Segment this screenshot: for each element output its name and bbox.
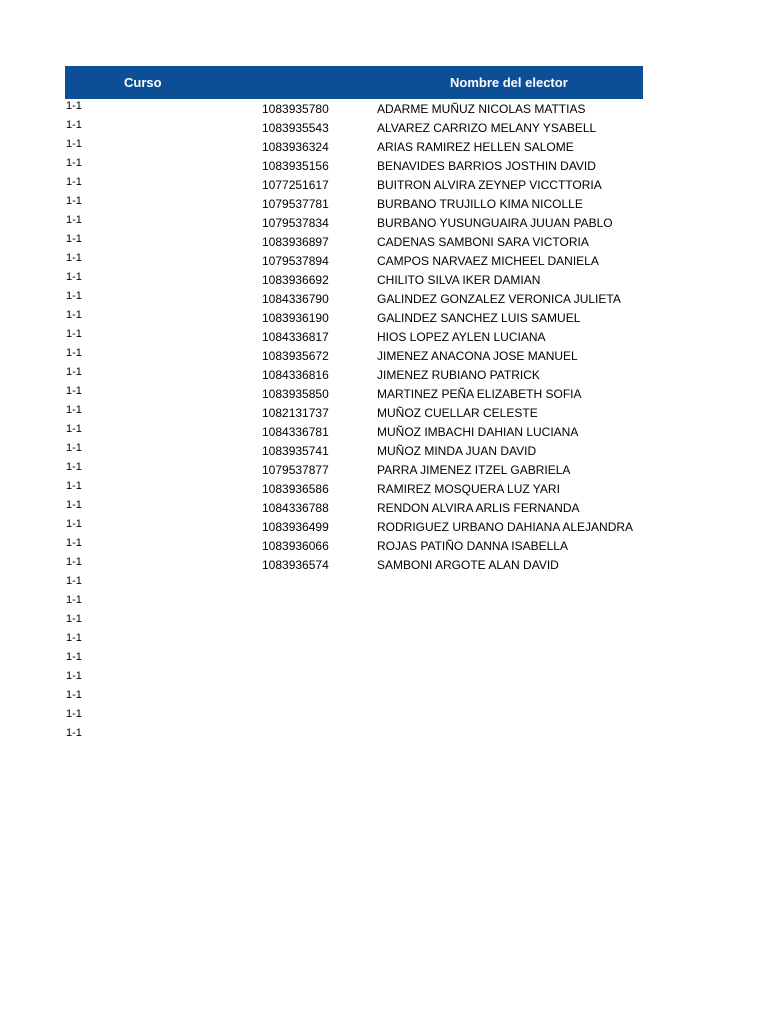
curso-cell: 1-1 [66,404,82,416]
documento-cell: 1082131737 [262,406,329,420]
nombre-cell: RENDON ALVIRA ARLIS FERNANDA [377,501,580,515]
electores-list [0,101,768,576]
table-row [0,538,768,557]
nombre-cell: CHILITO SILVA IKER DAMIAN [377,273,541,287]
documento-cell: 1079537781 [262,197,329,211]
curso-cell: 1-1 [66,727,82,739]
table-row [0,310,768,329]
table-row [0,253,768,272]
curso-cell: 1-1 [66,708,82,720]
curso-cell: 1-1 [66,138,82,150]
table-row [0,101,768,120]
curso-cell: 1-1 [66,632,82,644]
table-header [65,66,643,99]
curso-cell: 1-1 [66,575,82,587]
documento-cell: 1084336816 [262,368,329,382]
documento-cell: 1083935850 [262,387,329,401]
nombre-cell: ROJAS PATIÑO DANNA ISABELLA [377,539,568,553]
table-row [0,234,768,253]
curso-cell: 1-1 [66,328,82,340]
curso-cell: 1-1 [66,347,82,359]
table-row [0,139,768,158]
curso-cell: 1-1 [66,689,82,701]
curso-cell: 1-1 [66,613,82,625]
nombre-cell: MUÑOZ IMBACHI DAHIAN LUCIANA [377,425,579,439]
table-row [0,158,768,177]
curso-cell: 1-1 [66,385,82,397]
nombre-cell: JIMENEZ RUBIANO PATRICK [377,368,540,382]
nombre-cell: BENAVIDES BARRIOS JOSTHIN DAVID [377,159,596,173]
nombre-cell: GALINDEZ GONZALEZ VERONICA JULIETA [377,292,621,306]
documento-cell: 1083936066 [262,539,329,553]
nombre-cell: ARIAS RAMIREZ HELLEN SALOME [377,140,574,154]
nombre-cell: MUÑOZ CUELLAR CELESTE [377,406,538,420]
curso-cell: 1-1 [66,119,82,131]
nombre-cell: PARRA JIMENEZ ITZEL GABRIELA [377,463,571,477]
documento-cell: 1079537894 [262,254,329,268]
documento-cell: 1083935741 [262,444,329,458]
documento-cell: 1079537877 [262,463,329,477]
table-row [0,177,768,196]
table-row [0,215,768,234]
nombre-cell: ADARME MUÑUZ NICOLAS MATTIAS [377,102,586,116]
table-row [0,462,768,481]
nombre-cell: RODRIGUEZ URBANO DAHIANA ALEJANDRA [377,520,634,534]
table-row [0,386,768,405]
curso-cell: 1-1 [66,252,82,264]
documento-cell: 1084336817 [262,330,329,344]
curso-cell: 1-1 [66,480,82,492]
documento-cell: 1083935156 [262,159,329,173]
nombre-cell: GALINDEZ SANCHEZ LUIS SAMUEL [377,311,581,325]
table-row [0,348,768,367]
documento-cell: 1083936897 [262,235,329,249]
nombre-cell: ALVAREZ CARRIZO MELANY YSABELL [377,121,597,135]
documento-cell: 1083936692 [262,273,329,287]
curso-cell: 1-1 [66,423,82,435]
curso-cell: 1-1 [66,366,82,378]
nombre-cell: CADENAS SAMBONI SARA VICTORIA [377,235,589,249]
table-row [0,500,768,519]
documento-cell: 1083935780 [262,102,329,116]
table-row [0,367,768,386]
documento-cell: 1084336788 [262,501,329,515]
curso-cell: 1-1 [66,100,82,112]
nombre-cell: CAMPOS NARVAEZ MICHEEL DANIELA [377,254,599,268]
curso-cell: 1-1 [66,670,82,682]
table-row [0,443,768,462]
curso-cell: 1-1 [66,195,82,207]
curso-cell: 1-1 [66,499,82,511]
documento-cell: 1083935672 [262,349,329,363]
table-row [0,481,768,500]
curso-cell: 1-1 [66,176,82,188]
nombre-cell: JIMENEZ ANACONA JOSE MANUEL [377,349,578,363]
nombre-cell: HIOS LOPEZ AYLEN LUCIANA [377,330,546,344]
documento-cell: 1083935543 [262,121,329,135]
table-row [0,519,768,538]
curso-cell: 1-1 [66,309,82,321]
curso-cell: 1-1 [66,271,82,283]
table-row [0,272,768,291]
curso-cell: 1-1 [66,442,82,454]
table-row [0,196,768,215]
table-row [0,557,768,576]
documento-cell: 1083936574 [262,558,329,572]
nombre-cell: BURBANO TRUJILLO KIMA NICOLLE [377,197,583,211]
documento-cell: 1083936190 [262,311,329,325]
curso-cell: 1-1 [66,594,82,606]
documento-cell: 1079537834 [262,216,329,230]
documento-cell: 1084336781 [262,425,329,439]
header-curso: Curso [124,75,162,90]
nombre-cell: MARTINEZ PEÑA ELIZABETH SOFIA [377,387,582,401]
documento-cell: 1084336790 [262,292,329,306]
nombre-cell: BURBANO YUSUNGUAIRA JUUAN PABLO [377,216,613,230]
header-nombre-del-elector: Nombre del elector [450,75,568,90]
nombre-cell: MUÑOZ MINDA JUAN DAVID [377,444,537,458]
curso-cell: 1-1 [66,461,82,473]
documento-cell: 1083936324 [262,140,329,154]
nombre-cell: BUITRON ALVIRA ZEYNEP VICCTTORIA [377,178,602,192]
nombre-cell: SAMBONI ARGOTE ALAN DAVID [377,558,559,572]
curso-cell: 1-1 [66,233,82,245]
curso-cell: 1-1 [66,651,82,663]
table-row [0,329,768,348]
curso-cell: 1-1 [66,518,82,530]
curso-cell: 1-1 [66,556,82,568]
curso-cell: 1-1 [66,214,82,226]
nombre-cell: RAMIREZ MOSQUERA LUZ YARI [377,482,560,496]
table-row [0,405,768,424]
documento-cell: 1077251617 [262,178,329,192]
table-row [0,424,768,443]
table-row [0,120,768,139]
curso-cell: 1-1 [66,157,82,169]
curso-cell: 1-1 [66,537,82,549]
documento-cell: 1083936499 [262,520,329,534]
documento-cell: 1083936586 [262,482,329,496]
curso-cell: 1-1 [66,290,82,302]
table-row [0,291,768,310]
